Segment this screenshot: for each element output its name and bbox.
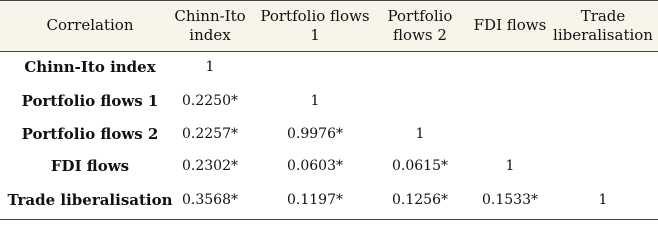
table-cell: 0.1533*	[482, 192, 538, 208]
table-cell: 1	[205, 59, 215, 75]
header-trade-liberalisation: Trade liberalisation	[553, 6, 653, 44]
header-fdi-flows: FDI flows	[473, 16, 547, 34]
bottom-rule	[0, 219, 658, 220]
header-rule	[0, 51, 658, 52]
table-cell: 0.0615*	[392, 158, 448, 174]
table-cell: 0.9976*	[287, 126, 343, 142]
table-cell: 1	[598, 192, 608, 208]
table-cell: 0.2257*	[182, 126, 238, 142]
header-chinn-ito-index: Chinn-Ito index	[174, 6, 246, 44]
table-cell: 0.0603*	[287, 158, 343, 174]
table-cell: 1	[310, 93, 320, 109]
table-cell: 1	[415, 126, 425, 142]
header-correlation: Correlation	[46, 16, 134, 34]
row-label-chinn-ito-index: Chinn-Ito index	[24, 58, 156, 76]
table-cell: 0.2302*	[182, 158, 238, 174]
table-cell: 1	[505, 158, 515, 174]
row-label-portfolio-flows-1: Portfolio flows 1	[21, 92, 159, 110]
table-cell: 0.2250*	[182, 93, 238, 109]
row-label-trade-liberalisation: Trade liberalisation	[7, 191, 173, 209]
table-cell: 0.1256*	[392, 192, 448, 208]
row-label-fdi-flows: FDI flows	[50, 157, 130, 175]
header-portfolio-flows-2: Portfolio flows 2	[387, 6, 453, 44]
table-cell: 0.1197*	[287, 192, 343, 208]
row-label-portfolio-flows-2: Portfolio flows 2	[21, 125, 159, 143]
header-portfolio-flows-1: Portfolio flows 1	[260, 6, 370, 44]
table-cell: 0.3568*	[182, 192, 238, 208]
